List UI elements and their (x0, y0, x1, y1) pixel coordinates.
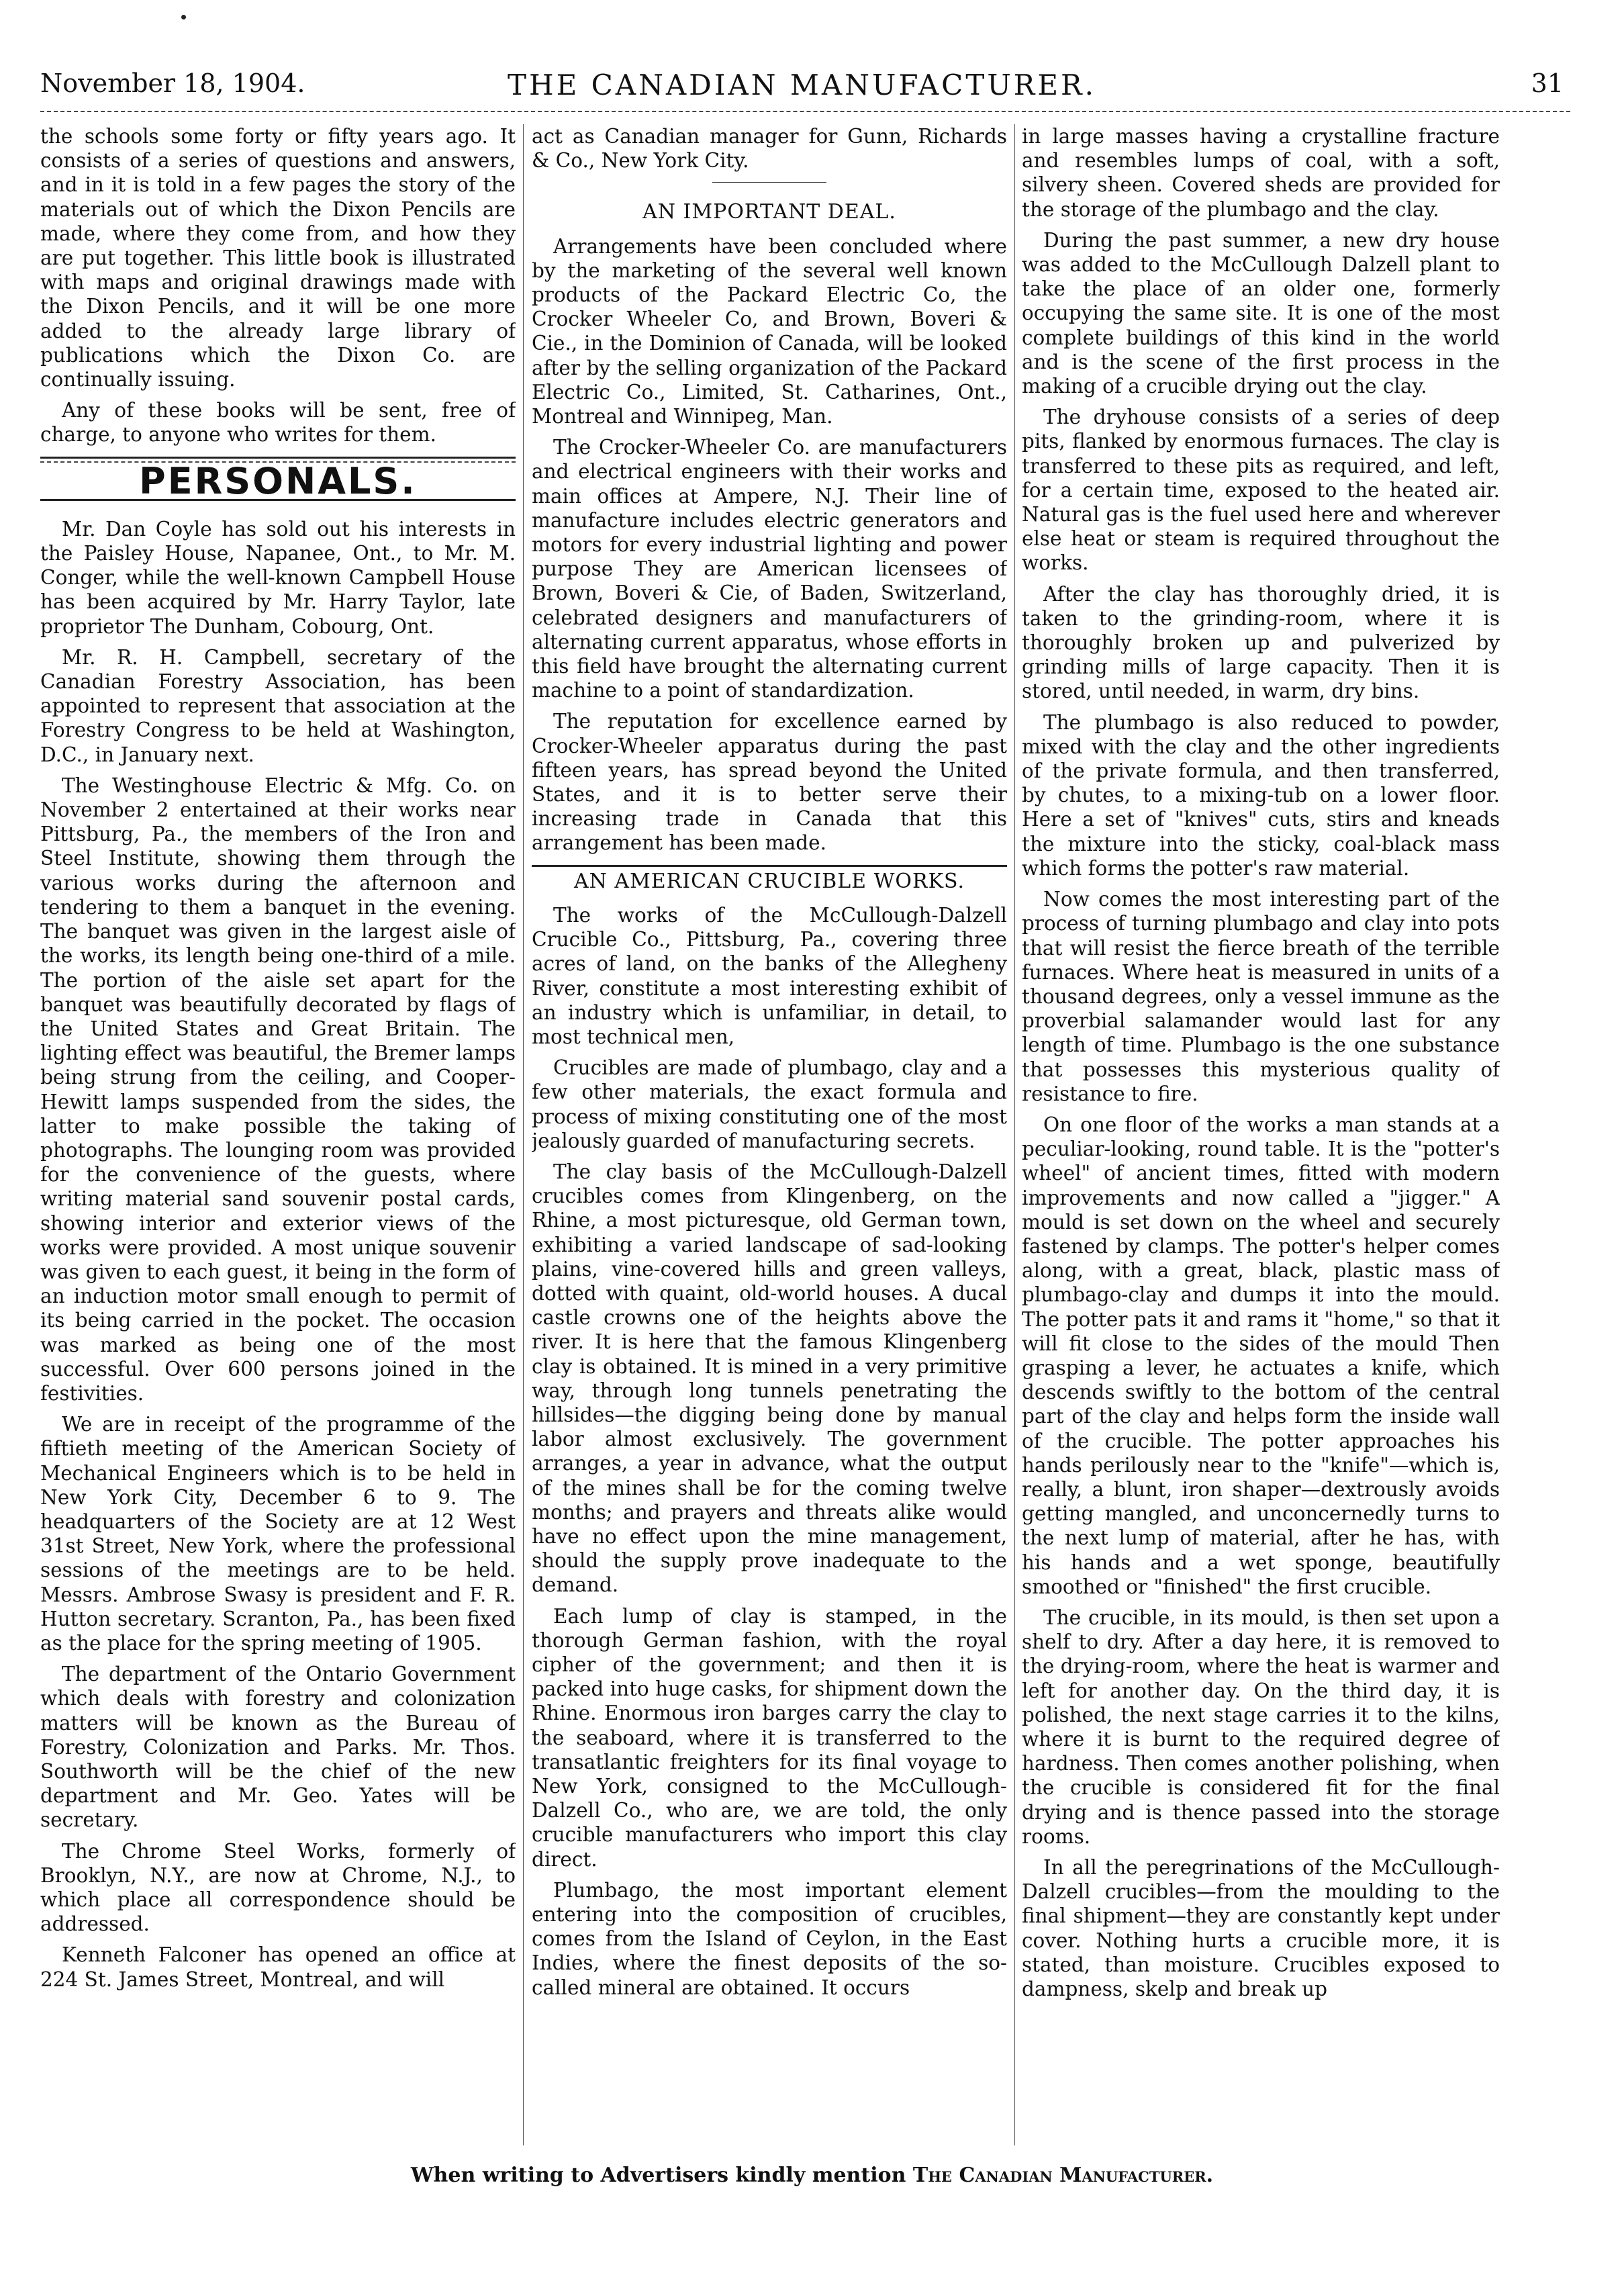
article-paragraph: The Crocker-Wheeler Co. are manufacturers and electrical engineers with their works and main offices at Ampere, N.J. Their line of manufacture includes electric generators and motors for every industrial lighting and power purpose They are American licensees of Brown, Boveri & Cie, of Baden, Switzerland, celebrated designers and manufacturers of alternating current apparatus, whose efforts in this field have brought the alternating current machine to a point of standardization. (532, 436, 1007, 702)
page-footer (0, 2164, 1624, 2187)
article-paragraph: After the clay has thoroughly dried, it is taken to the grinding-room, where it is thoroughly broken up and pulverized by grinding mills of large capacity. Then it is stored, until needed, in warm, dry bins. (1022, 582, 1500, 703)
article-paragraph: The plumbago is also reduced to powder, mixed with the clay and the other ingredients of the private formula, and then transferred, by chutes, to a mixing-tub on a lower floor. Here a set of "knives" cuts, stirs and kneads the mixture into the sticky, coal-black mass which forms the potter's raw material. (1022, 710, 1500, 880)
article-paragraph: act as Canadian manager for Gunn, Richards & Co., New York City. (532, 125, 1007, 173)
article-paragraph: the schools some forty or fifty years ago. It consists of a series of questions and answers, and in it is told in a few pages the story of the materials out of which the Dixon Pencils are made, where they come from, and how they are put together. This little book is illustrated with maps and original drawings made with the Dixon Pencils, and it will be one more added to the already large library of publications which the Dixon Co. are continually issuing. (40, 125, 516, 391)
article-paragraph: On one floor of the works a man stands at a peculiar-looking, round table. It is the "potter's wheel" of ancient times, fitted with modern improvements and now called a "jigger." A mould is set down on the wheel and securely fastened by clamps. The potter's helper comes along, with a great, black, plastic mass of plumbago-clay and dumps it into the mould. The potter pats it and rams it "home," so that it will fit close to the sides of the mould Then grasping a lever, he actuates a knife, which descends swiftly to the bottom of the central part of the clay and helps form the inside wall of the crucible. The potter approaches his hands perilously near to the "knife"—which is, really, a blunt, iron shaper—dextrously avoids getting mangled, and unconcernedly turns to the next lump of material, after he has, with his hands and a wet sponge, beautifully smoothed or "finished" the first crucible. (1022, 1113, 1500, 1598)
article-paragraph: Any of these books will be sent, free of charge, to anyone who writes for them. (40, 399, 516, 447)
article-paragraph: Plumbago, the most important element entering into the composition of crucibles, comes from the Island of Ceylon, in the East Indies, where the finest deposits of the so-called mineral are obtained. It occurs (532, 1878, 1007, 1999)
article-paragraph: In all the peregrinations of the McCullough-Dalzell crucibles—from the moulding to the final shipment—they are constantly kept under cover. Nothing hurts a crucible more, it is stated, than moisture. Crucibles exposed to dampness, skelp and break up (1022, 1856, 1500, 2001)
article-paragraph: The reputation for excellence earned by Crocker-Wheeler apparatus during the past fifteen years, has spread beyond the United States, and it is to better serve their increasing trade in Canada that this arrangement has been made. (532, 710, 1007, 855)
section-heading-important-deal: AN IMPORTANT DEAL. (642, 200, 896, 224)
personals-paragraph: We are in receipt of the programme of the fiftieth meeting of the American Society of Mechanical Engineers which is to be held in New York City, December 6 to 9. The headquarters of the Society are at 12 West 31st Street, New York, where the professional sessions of the meetings are to be held. Messrs. Ambrose Swasy is president and F. R. Hutton secretary. Scranton, Pa., has been fixed as the place for the spring meeting of 1905. (40, 1413, 516, 1655)
section-heading-personals: PERSONALS. (139, 459, 417, 502)
article-paragraph: The dryhouse consists of a series of deep pits, flanked by enormous furnaces. The clay is transferred to these pits as required, and left, for a certain time, exposed to the heated air. Natural gas is the fuel used here and wherever else heat or steam is required throughout the works. (1022, 406, 1500, 575)
section-heading-crucible-works: AN AMERICAN CRUCIBLE WORKS. (573, 869, 965, 893)
article-paragraph: Crucibles are made of plumbago, clay and a few other materials, the exact formula and process of mixing constituting one of the most jealously guarded of manufacturing secrets. (532, 1056, 1007, 1152)
stray-ink-dot (181, 15, 186, 19)
article-paragraph: in large masses having a crystalline fracture and resembles lumps of coal, with a soft, silvery sheen. Covered sheds are provided for the storage of the plumbago and the clay. (1022, 125, 1500, 221)
footer-text: When writing to Advertisers kindly mention (410, 2164, 913, 2187)
personals-paragraph: The Chrome Steel Works, formerly of Brooklyn, N.Y., are now at Chrome, N.J., to which place all correspondence should be addressed. (40, 1839, 516, 1936)
personals-paragraph: The Westinghouse Electric & Mfg. Co. on November 2 entertained at their works near Pittsburg, Pa., the members of the Iron and Steel Institute, showing them through the various works during the afternoon and tendering to them a banquet in the evening. The banquet was given in the largest aisle of the works, its length being one-third of a mile. The portion of the aisle set apart for the banquet was beautifully decorated by flags of the United States and Great Britain. The lighting effect was beautiful, the Bremer lamps being strung from the ceiling, and Cooper-Hewitt lamps suspended from the sides, the latter to make possible the taking of photographs. The lounging room was provided for the convenience of the guests, where writing material sand souvenir postal cards, showing interior and exterior views of the works were provided. A most unique souvenir was given to each guest, it being in the form of an induction motor small enough to permit of its being carried in the pocket. The occasion was marked as being one of the most successful. Over 600 persons joined in the festivities. (40, 774, 516, 1405)
article-paragraph: During the past summer, a new dry house was added to the McCullough Dalzell plant to take the place of an older one, formerly occupying the same site. It is one of the most complete buildings of this kind in the world and is the scene of the first process in the making of a crucible drying out the clay. (1022, 228, 1500, 398)
article-paragraph: Each lump of clay is stamped, in the thorough German fashion, with the royal cipher of the government; and then it is packed into huge casks, for shipment down the Rhine. Enormous iron barges carry the clay to the seaboard, where it is transferred to the transatlantic freighters for its final voyage to New York, consigned to the McCullough-Dalzell Co., who are, we are told, the only crucible manufacturers who import this clay direct. (532, 1604, 1007, 1871)
column-2 (532, 124, 1007, 2152)
personals-paragraph: Kenneth Falconer has opened an office at 224 St. James Street, Montreal, and will (40, 1943, 516, 1991)
footer-publication-name: The Canadian Manufacturer. (912, 2164, 1214, 2187)
personals-paragraph: Mr. Dan Coyle has sold out his interests in the Paisley House, Napanee, Ont., to Mr. M. Conger, while the well-known Campbell House has been acquired by Mr. Harry Taylor, late proprietor The Dunham, Cobourg, Ont. (40, 517, 516, 638)
article-paragraph: The crucible, in its mould, is then set upon a shelf to dry. After a day here, it is removed to the drying-room, where the heat is warmer and left for another day. On the third day, it is polished, the next stage carries it to the kilns, where it is burnt to the required degree of hardness. Then comes another polishing, when the crucible is considered fit for the final drying and is thence passed into the storage rooms. (1022, 1606, 1500, 1848)
column-divider (1014, 124, 1015, 2145)
article-paragraph: Arrangements have been concluded where by the marketing of the several well known products of the Packard Electric Co, the Crocker Wheeler Co, and Brown, Boveri & Cie., in the Dominion of Canada, will be looked after by the selling organization of the Packard Electric Co., Limited, St. Catharines, Ont., Montreal and Winnipeg, Man. (532, 234, 1007, 428)
article-paragraph: The clay basis of the McCullough-Dalzell crucibles comes from Klingenberg, on the Rhine, a most picturesque, old German town, exhibiting a varied landscape of sad-looking plains, vine-covered hills and green valleys, dotted with quaint, old-world houses. A ducal castle crowns one of the heights above the river. It is here that the famous Klingenberg clay is obtained. It is mined in a very primitive way, through long tunnels penetrating the hillsides—the digging being done by manual labor almost exclusively. The government arranges, a year in advance, what the output of the mines shall be for the coming twelve months; and prayers and threats alike would have no effect upon the mine management, should the supply prove inadequate to the demand. (532, 1160, 1007, 1597)
page-header (40, 68, 1564, 109)
article-paragraph: The works of the McCullough-Dalzell Crucible Co., Pittsburg, Pa., covering three acres of land, on the banks of the Allegheny River, constitute a most interesting exhibit of an industry which is unfamiliar, in detail, to most technical men, (532, 903, 1007, 1048)
header-rule (40, 111, 1570, 112)
column-1 (40, 124, 516, 2152)
publication-title: THE CANADIAN MANUFACTURER. (507, 68, 1096, 101)
issue-date: November 18, 1904. (40, 68, 305, 98)
section-rule (532, 865, 1007, 867)
column-3 (1022, 124, 1500, 2152)
section-rule (40, 457, 516, 459)
article-paragraph: Now comes the most interesting part of the process of turning plumbago and clay into pots that will resist the fierce breath of the terrible furnaces. Where heat is measured in units of a thousand degrees, only a vessel immune as the proverbial salamander would last for any length of time. Plumbago is the one substance that possesses this mysterious quality of resistance to fire. (1022, 888, 1500, 1105)
column-divider (523, 124, 524, 2145)
personals-paragraph: The department of the Ontario Government which deals with forestry and colonization matters will be known as the Bureau of Forestry, Colonization and Parks. Mr. Thos. Southworth will be the chief of the new department and Mr. Geo. Yates will be secretary. (40, 1663, 516, 1832)
personals-paragraph: Mr. R. H. Campbell, secretary of the Canadian Forestry Association, has been appointed to represent that association at the Forestry Congress to be held at Washington, D.C., in January next. (40, 645, 516, 766)
page-number: 31 (1531, 68, 1564, 98)
article-separator (712, 182, 826, 183)
